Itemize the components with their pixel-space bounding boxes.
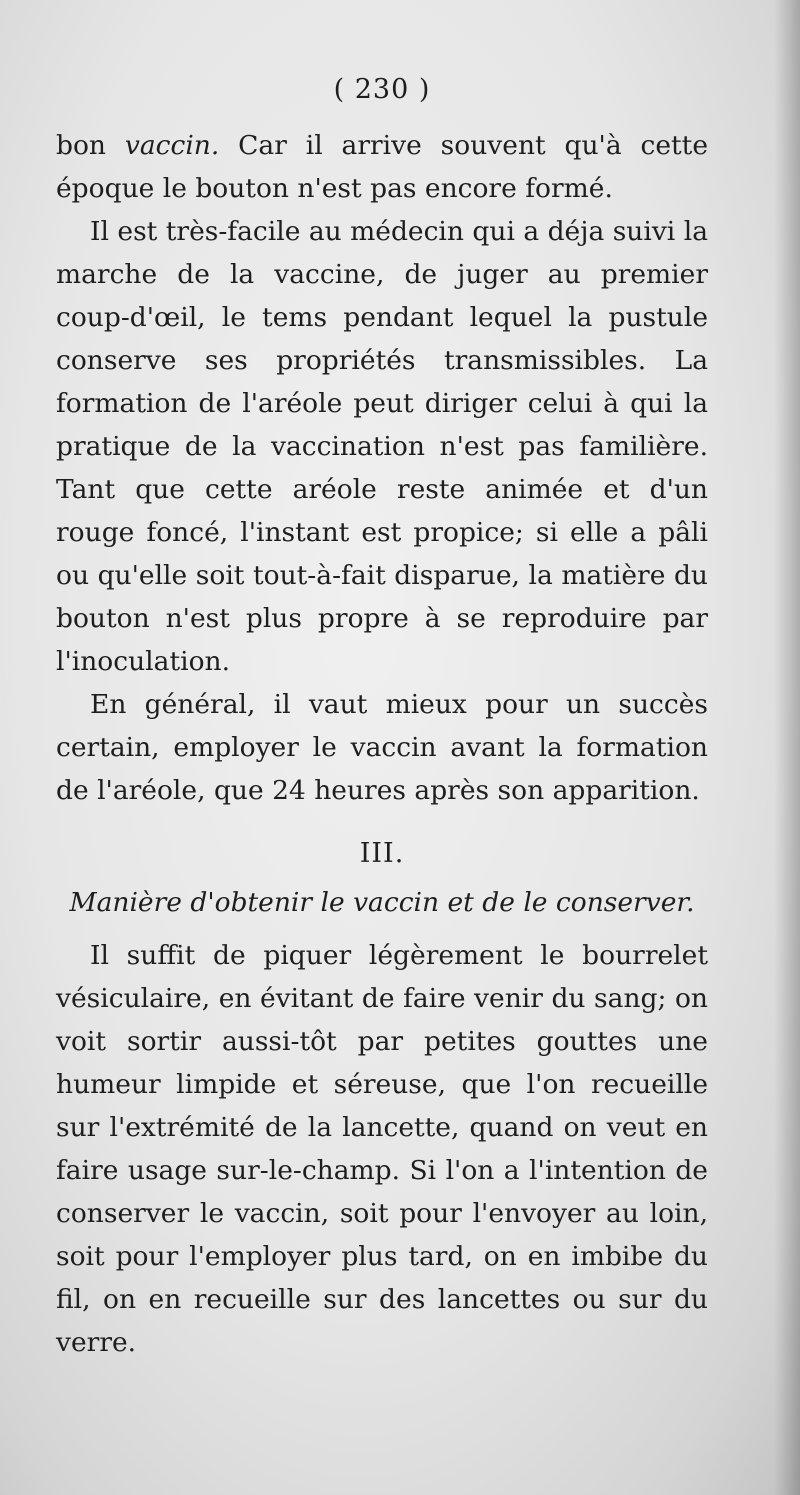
- page-edge-shadow: [774, 0, 800, 1495]
- paragraph-2: Il est très-facile au médecin qui a déja suivi la marche de la vaccine, de juger au premier coup-d'œil, le tems pendant lequel la pustule conserve ses propriétés transmissibles. La formation de l'aréole peut diriger celui à qui la pratique de la vaccination n'est pas familière. Tant que cette aréole reste animée et d'un rouge foncé, l'instant est propice; si elle a pâli ou qu'elle soit tout-à-fait disparue, la matière du bouton n'est plus propre à se reproduire par l'inoculation.: [56, 216, 708, 677]
- page-text: [56, 70, 708, 1364]
- section-title: Manière d'obtenir le vaccin et de le conserver.: [69, 887, 695, 918]
- paragraph-1: [56, 124, 708, 210]
- page-number: ( 230 ): [333, 74, 431, 105]
- paragraph-1-emphasis: vaccin.: [124, 130, 220, 161]
- section-number: III.: [359, 838, 405, 869]
- paragraph-1-rest: Car il arrive souvent qu'à cette époque le bouton n'est pas encore formé.: [56, 130, 709, 204]
- paragraph-3: En général, il vaut mieux pour un succès certain, employer le vaccin avant la formation de l'aréole, que 24 heures après son apparition.: [56, 689, 708, 806]
- paragraph-1-lead: bon: [56, 130, 125, 161]
- section-paragraph: Il suffit de piquer légèrement le bourrelet vésiculaire, en évitant de faire venir du sang; on voit sortir aussi-tôt par petites gouttes une humeur limpide et séreuse, que l'on recueille sur l'extrémité de la lancette, quand on veut en faire usage sur-le-champ. Si l'on a l'intention de conserver le vaccin, soit pour l'envoyer au loin, soit pour l'employer plus tard, on en imbibe du fil, on en recueille sur des lancettes ou sur du verre.: [56, 940, 708, 1358]
